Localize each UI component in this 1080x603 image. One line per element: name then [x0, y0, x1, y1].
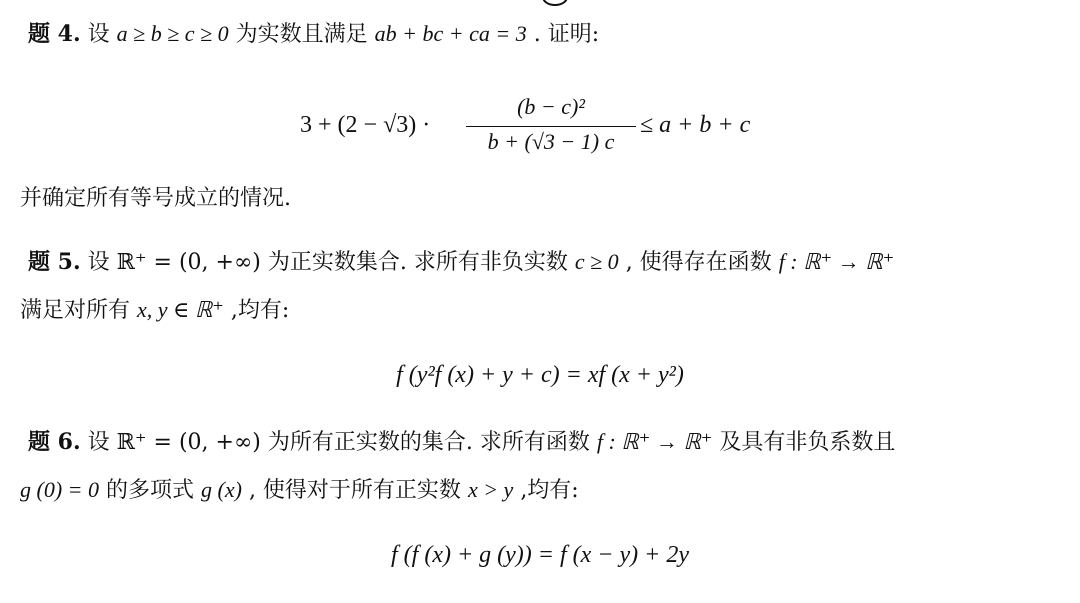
- problem-4-text-1: 设: [87, 22, 110, 47]
- problem-5-line-2-tail: ,均有:: [230, 298, 290, 323]
- problem-4-text-2: 为实数且满足: [235, 22, 368, 47]
- problem-6-g-zero: g (0) = 0: [20, 477, 99, 502]
- formula-left: 3 + (2 − √3) ·: [300, 112, 431, 138]
- problem-6-g-of-x: g (x): [201, 477, 242, 502]
- problem-6-statement: [28, 428, 895, 457]
- problem-6-line-2-tail: ,均有:: [520, 478, 579, 503]
- fraction-bar: [466, 126, 636, 127]
- problem-5-condition: c ≥ 0: [574, 249, 619, 274]
- formula-fraction: [466, 94, 636, 159]
- problem-4-equation: ab + bc + ca = 3: [374, 21, 527, 46]
- problem-5-function: f : ℝ⁺ → ℝ⁺: [778, 249, 895, 274]
- problem-6-text-2: 及具有非负系数且: [719, 430, 896, 455]
- problem-6-line-2-text-2: , 使得对于所有正实数: [248, 478, 461, 503]
- cropped-glyph: [542, 0, 568, 6]
- problem-5-text-2: , 使得存在函数: [625, 250, 772, 275]
- problem-5-equation: f (y²f (x) + y + c) = xf (x + y²): [396, 362, 684, 388]
- problem-5-text-1: 设 ℝ⁺ = (0, +∞) 为正实数集合. 求所有非负实数: [87, 250, 568, 275]
- problem-5-statement: [28, 248, 894, 277]
- problem-6-function: f : ℝ⁺ → ℝ⁺: [596, 429, 713, 454]
- problem-6-line-2-text-1: 的多项式: [106, 478, 195, 503]
- problem-5-line-2-text: 满足对所有: [20, 298, 131, 323]
- problem-4-followup: 并确定所有等号成立的情况.: [20, 186, 291, 211]
- problem-6-text-1: 设 ℝ⁺ = (0, +∞) 为所有正实数的集合. 求所有函数: [87, 430, 590, 455]
- problem-4-text-3: . 证明:: [533, 22, 600, 47]
- problem-6-inequality: x > y: [467, 477, 514, 502]
- problem-6-line-2: [20, 476, 579, 505]
- problem-5-variables: x, y ∈ ℝ⁺: [137, 297, 224, 322]
- problem-4-statement: [28, 20, 599, 49]
- fraction-denominator: b + (√3 − 1) c: [487, 129, 615, 154]
- problem-5-label: 题 5.: [28, 249, 81, 275]
- problem-6-equation: f (f (x) + g (y)) = f (x − y) + 2y: [391, 542, 689, 568]
- problem-5-line-2: [20, 296, 289, 325]
- problem-4-inequality: [0, 84, 1080, 174]
- problem-4-label: 题 4.: [28, 21, 81, 47]
- problem-6-label: 题 6.: [28, 429, 81, 455]
- fraction-numerator: (b − c)²: [517, 94, 585, 119]
- formula-right: ≤ a + b + c: [640, 112, 751, 138]
- problem-4-condition: a ≥ b ≥ c ≥ 0: [116, 21, 229, 46]
